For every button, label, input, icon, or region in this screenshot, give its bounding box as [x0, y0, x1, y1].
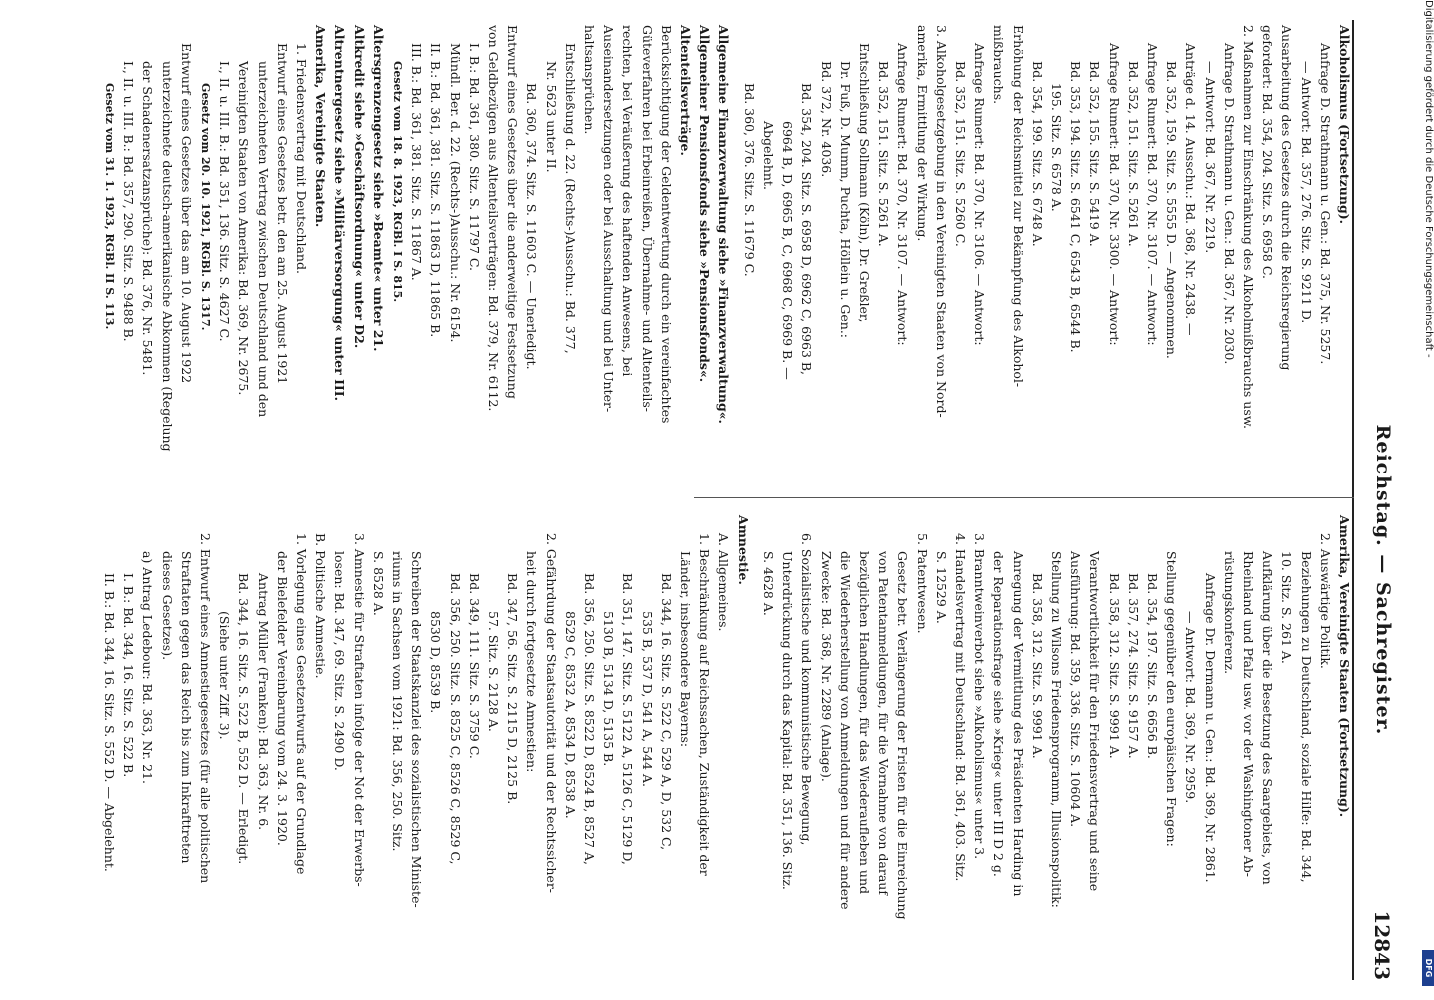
index-entry-line: Anträge d. 14. Ausschu.: Bd. 368, Nr. 2438. — [1183, 43, 1199, 336]
index-entry-line: 4. Handelsvertrag mit Deutschland: Bd. 361, 403. Sitz. [952, 533, 968, 882]
index-entry-line: Bd. 351, 147. Sitz. S. 5122 A, 5126 C, 5129 D, [620, 573, 636, 865]
index-entry-line: 8529 C, 8532 A, 8534 D, 8538 A. [562, 611, 578, 819]
index-entry-line: I. B.: Bd. 344, 16. Sitz. S. 522 B. [121, 573, 137, 778]
index-entry-line: 5. Patentwesen. [914, 533, 930, 634]
index-entry-line: Stellung gegenüber den europäischen Fragen: [1164, 551, 1180, 847]
index-entry-line: haltsansprüchen. [582, 25, 598, 135]
index-entry-line: 1. Friedensvertrag mit Deutschland. [294, 43, 310, 274]
index-entry-line: Allgemeine Finanzverwaltung siehe »Finanzverwaltung«. [716, 25, 732, 424]
index-entry-line: Bd. 357, 274. Sitz. S. 9157 A. [1125, 573, 1141, 759]
index-entry-line: — Antwort: Bd. 369, Nr. 2959. [1183, 611, 1199, 804]
index-entry-line: Entwurf eines Gesetzes über die anderweitige Festsetzung [505, 25, 521, 399]
index-entry-line: B. Politische Amnestie. [313, 533, 329, 679]
index-entry-line: Altenteilsverträge. [678, 25, 694, 156]
index-entry-line: 3. Branntweinverbot siehe »Alkoholismus« unter 3. [972, 533, 988, 860]
index-entry-line: 2. Entwurf eines Amnestiegesetzes (für alle politischen [198, 533, 214, 884]
index-entry-line: heit durch fortgesetzte Amnestien: [524, 551, 540, 773]
index-entry-line: a) Antrag Ledebour: Bd. 363, Nr. 21. [140, 551, 156, 784]
index-entry-line: unterzeichnete deutsch-amerikanische Abkommen (Regelung [159, 61, 175, 452]
index-entry-line: — Antwort: Bd. 357, 276. Sitz. S. 9211 D. [1298, 61, 1314, 324]
index-entry-line: I., II. u. III. B.: Bd. 357, 290. Sitz. S. 9488 B. [121, 61, 137, 342]
index-entry-line: S. 4628 A. [760, 551, 776, 616]
index-entry-line: Straftaten gegen das Reich bis zum Inkrafttreten [178, 551, 194, 864]
index-entry-line: Bd. 344, 16. Sitz. S. 522 B, 552 D. — Erledigt. [236, 573, 252, 865]
index-entry-line: Bd. 354, 204. Sitz. S. 6958 D, 6962 C, 6963 B, [799, 83, 815, 376]
index-entry-line: Stellung zu Wilsons Friedensprogramm, Illusionspolitik: [1048, 551, 1064, 908]
index-entry-line: Altrentnergesetz siehe »Militärversorgung« unter III. [332, 25, 348, 401]
index-entry-line: Bd. 358, 312. Sitz. S. 9991 A. [1106, 573, 1122, 759]
index-entry-line: der Reparationsfrage siehe »Krieg« unter III D 2 g. [991, 551, 1007, 877]
index-entry-line: — Antwort: Bd. 367, Nr. 2219. [1202, 61, 1218, 254]
index-entry-line: Anfrage D. Strathmann u. Gen.: Bd. 375, Nr. 5257. [1317, 43, 1333, 365]
right-column [102, 515, 1354, 975]
index-entry-line: Zwecke: Bd. 368, Nr. 2289 (Anlage). [818, 551, 834, 782]
index-entry-line: Anfrage D. Strathmann u. Gen.: Bd. 367, Nr. 2030. [1221, 43, 1237, 365]
index-entry-line: 2. Auswärtige Politik. [1317, 533, 1333, 669]
index-entry-line: 8530 D, 8539 B. [428, 611, 444, 714]
index-entry-line: 3. Amnestie für Straftaten infolge der Not der Erwerbs- [351, 533, 367, 887]
index-entry-line: 5130 B, 5134 D, 5135 B. [601, 611, 617, 767]
index-entry-line: Abgelehnt. [760, 121, 776, 190]
page-title: Reichstag. — Sachregister. [1372, 424, 1394, 736]
index-entry-line: Bd. 352, 151. Sitz. S. 5260 C. [952, 61, 968, 247]
index-entry-line: 1. Beschränkung auf Reichssachen, Zuständigkeit der [697, 533, 713, 876]
index-entry-line: Alkoholismus (Fortsetzung). [1337, 25, 1352, 224]
index-entry-line: 3. Alkoholgesetzgebung in den Vereinigten Staaten von Nord- [933, 25, 949, 418]
index-entry-line: Anfrage Rumert: Bd. 370, Nr. 3300. — Antwort: [1106, 43, 1122, 346]
index-entry-line: Schreiben der Staatskanzlei des sozialistischen Ministe- [409, 551, 425, 908]
index-entry-line: Bd. 352, 151. Sitz. S. 5261 A. [1125, 61, 1141, 247]
index-entry-line: Entschließung Sollmann (Köln), Dr. Greßler, [856, 43, 872, 323]
index-entry-line: Bd. 352, 159. Sitz. S. 5555 D. — Angenommen. [1164, 61, 1180, 359]
index-entry-line: (Siehe unter Ziff. 3). [217, 611, 233, 740]
index-entry-line: Bd. 372, Nr. 4036. [818, 61, 834, 178]
index-entry-line: Güteverfahren bei Erbeinreißen, Übernahme- und Altenteils- [639, 25, 655, 412]
index-entry-line: Entschließung d. 22. (Rechts-)Ausschu.: Bd. 377, [562, 43, 578, 354]
index-entry-line: losen: Bd. 347, 69. Sitz. S. 2490 D. [332, 551, 348, 771]
index-entry-line: 195. Sitz. S. 6578 A. [1048, 83, 1064, 212]
index-entry-line: Bd. 354, 197. Sitz. S. 6656 B. [1144, 573, 1160, 759]
index-entry-line: Bd. 353, 194. Sitz. S. 6541 C, 6543 B, 6544 B. [1068, 61, 1084, 353]
index-entry-line: Amerika, Vereinigte Staaten. [313, 25, 329, 228]
index-entry-line: I. B.: Bd. 361, 380. Sitz. S. 11797 C. [466, 43, 482, 271]
index-entry-line: Gesetz betr. Verlängerung der Fristen für die Einreichung [895, 551, 911, 920]
index-entry-line: dieses Gesetzes). [159, 551, 175, 661]
index-entry-line: riums in Sachsen vom 1921: Bd. 356, 250. Sitz. [390, 551, 406, 852]
index-entry-line: Ausführung: Bd. 359, 336. Sitz. S. 10604 A. [1068, 551, 1084, 828]
index-entry-line: Bd. 354, 199. Sitz. S. 6748 A. [1029, 61, 1045, 247]
index-entry-line: Beziehungen zu Deutschland, soziale Hilfe: Bd. 344, [1298, 551, 1314, 883]
index-entry-line: Gesetz vom 20. 10. 1921, RGBl. S. 1317. [199, 83, 213, 331]
index-entry-line: Allgemeiner Pensionsfonds siehe »Pensionsfonds«. [697, 25, 713, 383]
index-entry-line: Vereinigten Staaten von Amerika: Bd. 369, Nr. 2675. [236, 61, 252, 396]
index-entry-line: Ausarbeitung des Gesetzes durch die Reichsregierung [1279, 25, 1295, 371]
index-entry-line: Verantwortlichkeit für den Friedensvertrag und seine [1087, 551, 1103, 892]
index-entry-line: Entwurf eines Gesetzes über das am 10. August 1922 [178, 43, 194, 384]
index-entry-line: II. B.: Bd. 361, 381. Sitz. S. 11863 D, 11865 B. [428, 43, 444, 338]
index-entry-line: Erhöhung der Reichsmittel zur Bekämpfung des Alkohol- [1010, 25, 1026, 388]
index-entry-line: amerika, Ermittlung der Wirkung. [914, 25, 930, 242]
index-entry-line: III. B.: Bd. 361, 381. Sitz. S. 11867 A. [409, 43, 425, 281]
index-entry-line: Rheinland und Pfalz usw. vor der Washingtoner Ab- [1240, 551, 1256, 877]
left-column [103, 25, 1354, 485]
index-entry-line: II. B.: Bd. 344, 16. Sitz. S. 552 D. — Abgelehnt. [102, 573, 117, 872]
index-entry-line: Amerika, Vereinigte Staaten (Fortsetzung). [1337, 515, 1352, 818]
index-entry-line: Länder, insbesondere Bayerns: [678, 551, 694, 748]
index-entry-line: Amnestie. [735, 515, 751, 585]
index-entry-line: 1. Vorlegung eines Gesetzentwurfs auf der Grundlage [294, 533, 310, 875]
index-entry-line: Bd. 349, 111. Sitz. S. 3759 C. [466, 573, 482, 759]
index-entry-line: gefordert: Bd. 354, 204. Sitz. S. 6958 C. [1260, 25, 1276, 279]
page-number: 12843 [1370, 910, 1394, 980]
index-entry-line: S. 12529 A. [933, 551, 949, 624]
index-entry-line: 6. Sozialistische und kommunistische Bewegung, [799, 533, 815, 846]
index-entry-line: rechten, bei Veräußerung des haftenden Anwesens, bei [620, 25, 636, 377]
index-entry-line: Altersgrenzengesetz siehe »Beamte« unter 21. [370, 25, 386, 352]
index-entry-line: der Bielefelder Vereinbarung vom 24. 3. 1920. [274, 551, 290, 846]
index-entry-line: 57. Sitz. S. 2128 A. [486, 611, 502, 732]
index-entry-line: Bd. 356, 250. Sitz. S. 8525 C, 8526 C, 8529 C, [447, 573, 463, 865]
index-entry-line: 2. Maßnahmen zur Einschränkung des Alkoholmißbrauchs usw. [1240, 25, 1256, 429]
index-entry-line: Gesetz vom 18. 8. 1923, RGBl. I S. 815. [391, 61, 405, 303]
index-entry-line: Unterdrückung durch das Kapital: Bd. 351, 136. Sitz. [780, 551, 796, 890]
index-entry-line: Bd. 344, 16. Sitz. S. 522 C, 529 A, D, 532 C, [658, 573, 674, 851]
index-entry-line: Aufklärung über die Besetzung des Saargebiets, von [1260, 551, 1276, 885]
index-entry-line: Bd. 347, 56. Sitz. S. 2115 D, 2125 B. [505, 573, 521, 805]
index-entry-line: Bd. 360, 376. Sitz. S. 11679 C. [741, 83, 757, 277]
index-entry-line: Anfrage Rumert: Bd. 370, Nr. 3107. — Antwort: [1144, 43, 1160, 346]
index-entry-line: die Wiederherstellung von Anmeldungen und für andere [837, 551, 853, 910]
index-entry-line: Nr. 5623 unter II. [543, 61, 559, 173]
index-entry-line: Entwurf eines Gesetzes betr. den am 25. August 1921 [274, 43, 290, 385]
index-entry-line: I., II. u. III. B.: Bd. 351, 136. Sitz. S. 4627 C. [217, 61, 233, 342]
index-entry-line: Gesetz vom 31. 1. 1923, RGBl. II S. 113. [103, 83, 116, 330]
index-entry-line: Berücksichtigung der Geldentwertung durch ein vereinfachtes [658, 25, 674, 424]
index-entry-line: 10. Sitz. S. 261 A. [1279, 551, 1295, 664]
column-divider [694, 497, 1354, 498]
index-entry-line: rüstungskonferenz. [1221, 551, 1237, 675]
index-entry-line: unterzeichneten Vertrag zwischen Deutschland und den [255, 61, 271, 418]
index-entry-line: der Schadenersatzansprüche): Bd. 376, Nr. 5481. [140, 61, 156, 376]
index-entry-line: Bd. 352, 151. Sitz. S. 5261 A. [876, 61, 892, 247]
index-entry-line: von Patentanmeldungen, für die Vornahme von darauf [876, 551, 892, 895]
index-entry-line: 2. Gefährdung der Staatsautorität und der Rechtssicher- [543, 533, 559, 894]
index-entry-line: S. 8528 A. [370, 551, 386, 616]
page-header [1354, 0, 1394, 1000]
index-entry-line: Anfrage Rumert: Bd. 370, Nr. 3107. — Antwort: [895, 43, 911, 346]
index-entry-line: A. Allgemeines. [716, 533, 732, 632]
index-entry-line: Mündl. Ber. d. 22. (Rechts-)Ausschu.: Nr. 6154. [447, 43, 463, 343]
index-entry-line: Anregung der Vermittlung des Präsidenten Harding in [1010, 551, 1026, 897]
index-entry-line: bezüglichen Handlungen, für das Wiederaufleben und [856, 551, 872, 895]
index-entry-line: Bd. 352, 155. Sitz. S. 5419 A. [1087, 61, 1103, 247]
index-entry-line: Bd. 358, 312. Sitz. S. 9991 A. [1029, 573, 1045, 759]
index-entry-line: 535 B, 537 D, 541 A, 544 A. [639, 611, 655, 787]
index-entry-line: Antrag Müller (Franken): Bd. 363, Nr. 6. [255, 573, 271, 831]
digitization-credit-text: Digitalisierung gefördert durch die Deutsche Forschungsgemeinschaft - [1423, 0, 1434, 358]
index-entry-line [753, 515, 759, 975]
dfg-logo: DFG [1422, 950, 1434, 986]
index-entry-line: Bd. 360, 374. Sitz. S. 11603 C. — Unerledigt. [524, 83, 540, 370]
index-entry-line: Anfrage Rumert: Bd. 370, Nr. 3106. — Antwort: [972, 43, 988, 346]
digitization-credit [1420, 0, 1434, 1000]
index-entry-line: Anfrage Dr. Dermann u. Gen.: Bd. 369, Nr. 2861. [1202, 573, 1218, 883]
index-entry-line: 6964 B, D, 6965 B, C, 6968 C, 6969 B. — [780, 121, 796, 380]
index-entry-line: Auseinandersetzungen oder bei Ausschaltung und bei Unter- [601, 25, 617, 413]
index-entry-line: Dr. Fuß, D. Mumm, Puchta, Höllein u. Gen.: [837, 61, 853, 339]
index-entry-line: von Geldbezügen aus Altenteilsverträgen: Bd. 379, Nr. 6112. [486, 25, 502, 412]
index-entry-line: Altkredit siehe »Geschäftsordnung« unter D2. [351, 25, 367, 349]
index-entry-line: mißbrauchs. [991, 25, 1007, 105]
index-entry-line: Bd. 356, 250. Sitz. S. 8522 D, 8524 B, 8527 A, [582, 573, 598, 865]
